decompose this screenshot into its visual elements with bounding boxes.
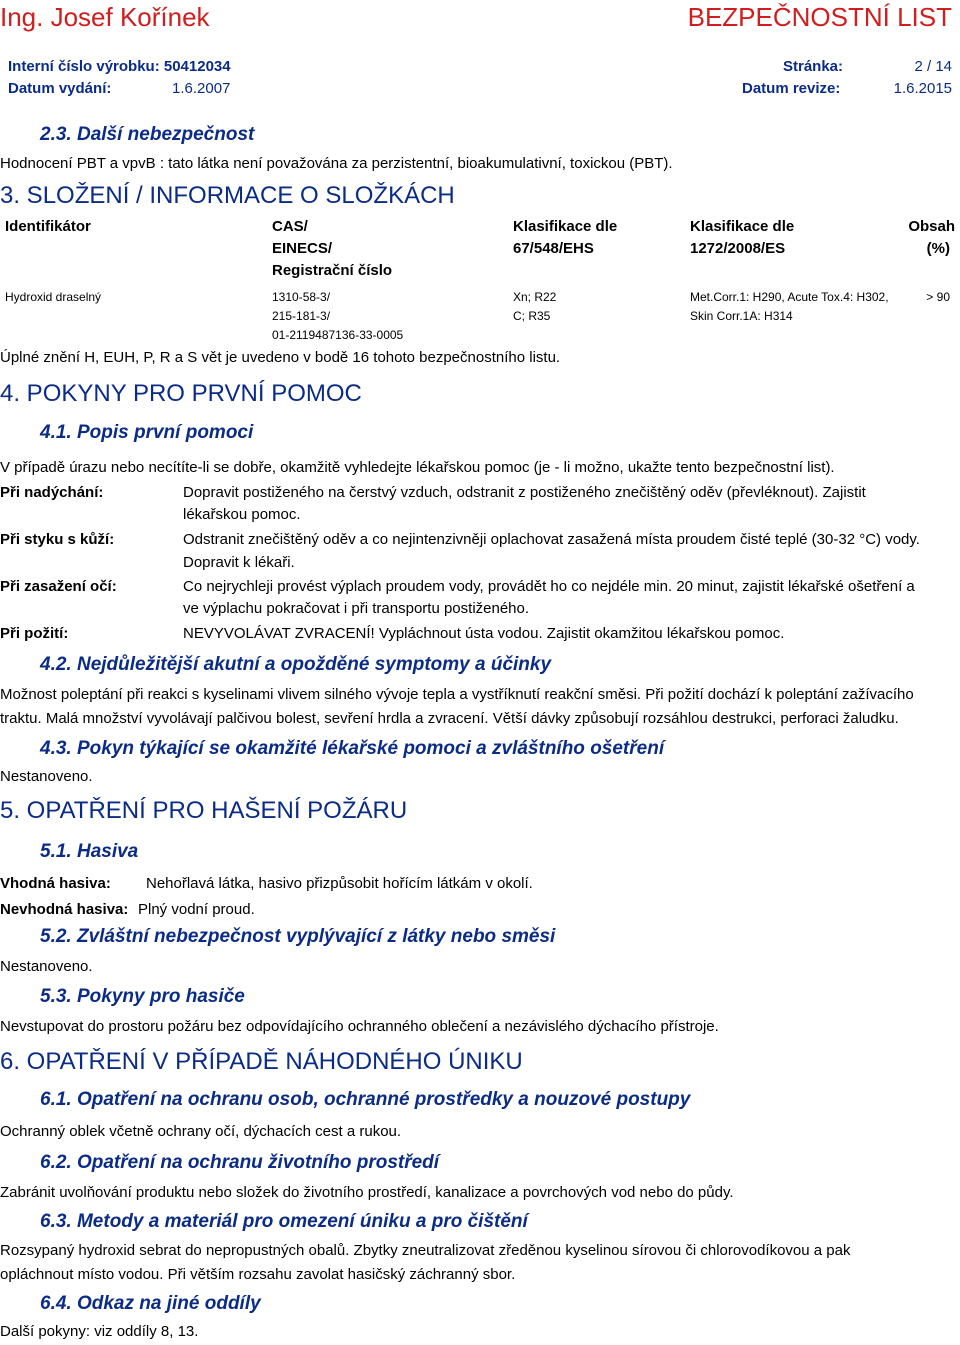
- section-3-note: Úplné znění H, EUH, P, R a S vět je uvedeno v bodě 16 tohoto bezpečnostního listu.: [0, 349, 561, 366]
- ingestion-label: Při požití:: [0, 625, 69, 642]
- row-class-67-b: C; R35: [513, 309, 551, 323]
- section-4-1-heading: 4.1. Popis první pomoci: [40, 422, 254, 443]
- revision-date: 1.6.2015: [893, 80, 952, 97]
- section-6-3-text-2: opláchnout místo vodou. Při větším rozsahu zavolat hasičský záchranný sbor.: [0, 1266, 516, 1283]
- company-name: Ing. Josef Kořínek: [0, 2, 210, 32]
- section-4-heading: 4. POKYNY PRO PRVNÍ POMOC: [0, 380, 362, 407]
- row-class-67-a: Xn; R22: [513, 290, 557, 304]
- eye-contact-label: Při zasažení očí:: [0, 578, 117, 595]
- col-identifier: Identifikátor: [5, 218, 91, 235]
- suitable-media-label: Vhodná hasiva:: [0, 875, 111, 892]
- section-4-3-heading: 4.3. Pokyn týkající se okamžité lékařské pomoci a zvláštního ošetření: [40, 738, 665, 759]
- page-label: Stránka:: [783, 58, 844, 75]
- section-4-2-heading: 4.2. Nejdůležitější akutní a opožděné symptomy a účinky: [40, 654, 552, 675]
- section-5-3-text: Nevstupovat do prostoru požáru bez odpovídajícího ochranného oblečení a nezávislého dýchacího přístroje.: [0, 1018, 719, 1035]
- issue-date: 1.6.2007: [172, 80, 231, 97]
- section-6-3-heading: 6.3. Metody a materiál pro omezení úniku a pro čištění: [40, 1211, 528, 1232]
- section-2-3-text: Hodnocení PBT a vpvB : tato látka není považována za perzistentní, bioakumulativní, toxickou (PBT).: [0, 155, 673, 172]
- row-substance-name: Hydroxid draselný: [5, 290, 102, 304]
- suitable-media-text: Nehořlavá látka, hasivo přizpůsobit hořícím látkám v okolí.: [146, 875, 533, 892]
- section-3-heading: 3. SLOŽENÍ / INFORMACE O SLOŽKÁCH: [0, 182, 455, 209]
- row-class-clp-b: Skin Corr.1A: H314: [690, 309, 793, 323]
- section-2-3-heading: 2.3. Další nebezpečnost: [40, 124, 255, 145]
- unsuitable-media-text: Plný vodní proud.: [138, 901, 255, 918]
- section-6-1-heading: 6.1. Opatření na ochranu osob, ochranné prostředky a nouzové postupy: [40, 1089, 691, 1110]
- col-content: Obsah: [908, 218, 955, 235]
- unsuitable-media-label: Nevhodná hasiva:: [0, 901, 129, 918]
- ingestion-text: NEVYVOLÁVAT ZVRACENÍ! Vypláchnout ústa vodou. Zajistit okamžitou lékařskou pomoc.: [183, 625, 785, 642]
- inhalation-text-1: Dopravit postiženého na čerstvý vzduch, odstranit z postiženého znečištěný oděv (převléknout). Zajistit: [183, 484, 866, 501]
- section-6-2-text: Zabránit uvolňování produktu nebo složek do životního prostředí, kanalizace a povrchových vod nebo do půdy.: [0, 1184, 734, 1201]
- inhalation-text-2: lékařskou pomoc.: [183, 506, 301, 523]
- col-content-unit: (%): [926, 240, 950, 257]
- col-cas: CAS/: [272, 218, 308, 235]
- row-content: > 90: [926, 290, 950, 304]
- col-class-67: Klasifikace dle: [513, 218, 618, 235]
- section-6-heading: 6. OPATŘENÍ V PŘÍPADĚ NÁHODNÉHO ÚNIKU: [0, 1048, 523, 1075]
- col-class-clp-ref: 1272/2008/ES: [690, 240, 786, 257]
- section-6-2-heading: 6.2. Opatření na ochranu životního prostředí: [40, 1152, 440, 1173]
- section-5-2-text: Nestanoveno.: [0, 958, 93, 975]
- section-6-1-text: Ochranný oblek včetně ochrany očí, dýchacích cest a rukou.: [0, 1123, 402, 1140]
- revision-date-label: Datum revize:: [742, 80, 841, 97]
- row-cas: 1310-58-3/: [272, 290, 331, 304]
- skin-contact-text-2: Dopravit k lékaři.: [183, 554, 295, 571]
- col-reg-number: Registrační číslo: [272, 262, 393, 279]
- section-4-2-text-1: Možnost poleptání při reakci s kyselinami vlivem silného vývoje tepla a vystříknutí reakční směsi. Při požití dochází k poleptání zažívacího: [0, 686, 914, 703]
- section-6-3-text-1: Rozsypaný hydroxid sebrat do nepropustných obalů. Zbytky zneutralizovat zředěnou kyselinou sírovou či chlorovodíkovou a pak: [0, 1242, 851, 1259]
- section-4-1-intro: V případě úrazu nebo necítíte-li se dobře, okamžitě vyhledejte lékařskou pomoc (je - li možno, ukažte tento bezpečnostní list).: [0, 459, 835, 476]
- document-title: BEZPEČNOSTNÍ LIST: [687, 2, 952, 32]
- issue-date-label: Datum vydání:: [8, 80, 112, 97]
- skin-contact-label: Při styku s kůží:: [0, 531, 115, 548]
- section-6-4-heading: 6.4. Odkaz na jiné oddíly: [40, 1293, 261, 1314]
- page-number: 2 / 14: [914, 58, 952, 75]
- col-class-67-ref: 67/548/EHS: [513, 240, 594, 257]
- section-5-3-heading: 5.3. Pokyny pro hasiče: [40, 986, 245, 1007]
- section-6-4-text: Další pokyny: viz oddíly 8, 13.: [0, 1323, 199, 1340]
- eye-contact-text-2: ve výplachu pokračovat i při transportu postiženého.: [183, 600, 530, 617]
- section-5-heading: 5. OPATŘENÍ PRO HAŠENÍ POŽÁRU: [0, 797, 408, 824]
- row-reg-number: 01-2119487136-33-0005: [272, 328, 404, 342]
- section-4-3-text: Nestanoveno.: [0, 768, 93, 785]
- row-class-clp-a: Met.Corr.1: H290, Acute Tox.4: H302,: [690, 290, 889, 304]
- row-einecs: 215-181-3/: [272, 309, 331, 323]
- section-4-2-text-2: traktu. Malá množství vyvolávají palčivou bolest, sevření hrdla a zvracení. Větší dávky způsobují rozsáhlou destrukci, perforaci žaludku.: [0, 710, 899, 727]
- col-einecs: EINECS/: [272, 240, 333, 257]
- inhalation-label: Při nadýchání:: [0, 484, 104, 501]
- section-5-2-heading: 5.2. Zvláštní nebezpečnost vyplývající z látky nebo směsi: [40, 926, 556, 947]
- col-class-clp: Klasifikace dle: [690, 218, 795, 235]
- internal-number: Interní číslo výrobku: 50412034: [8, 58, 231, 75]
- skin-contact-text-1: Odstranit znečištěný oděv a co nejintenzivněji oplachovat zasažená místa proudem čisté teplé (30-32 °C) vody.: [183, 531, 920, 548]
- eye-contact-text-1: Co nejrychleji provést výplach proudem vody, provádět ho co nejdéle min. 20 minut, zajistit lékařské ošetření a: [183, 578, 915, 595]
- section-5-1-heading: 5.1. Hasiva: [40, 841, 139, 862]
